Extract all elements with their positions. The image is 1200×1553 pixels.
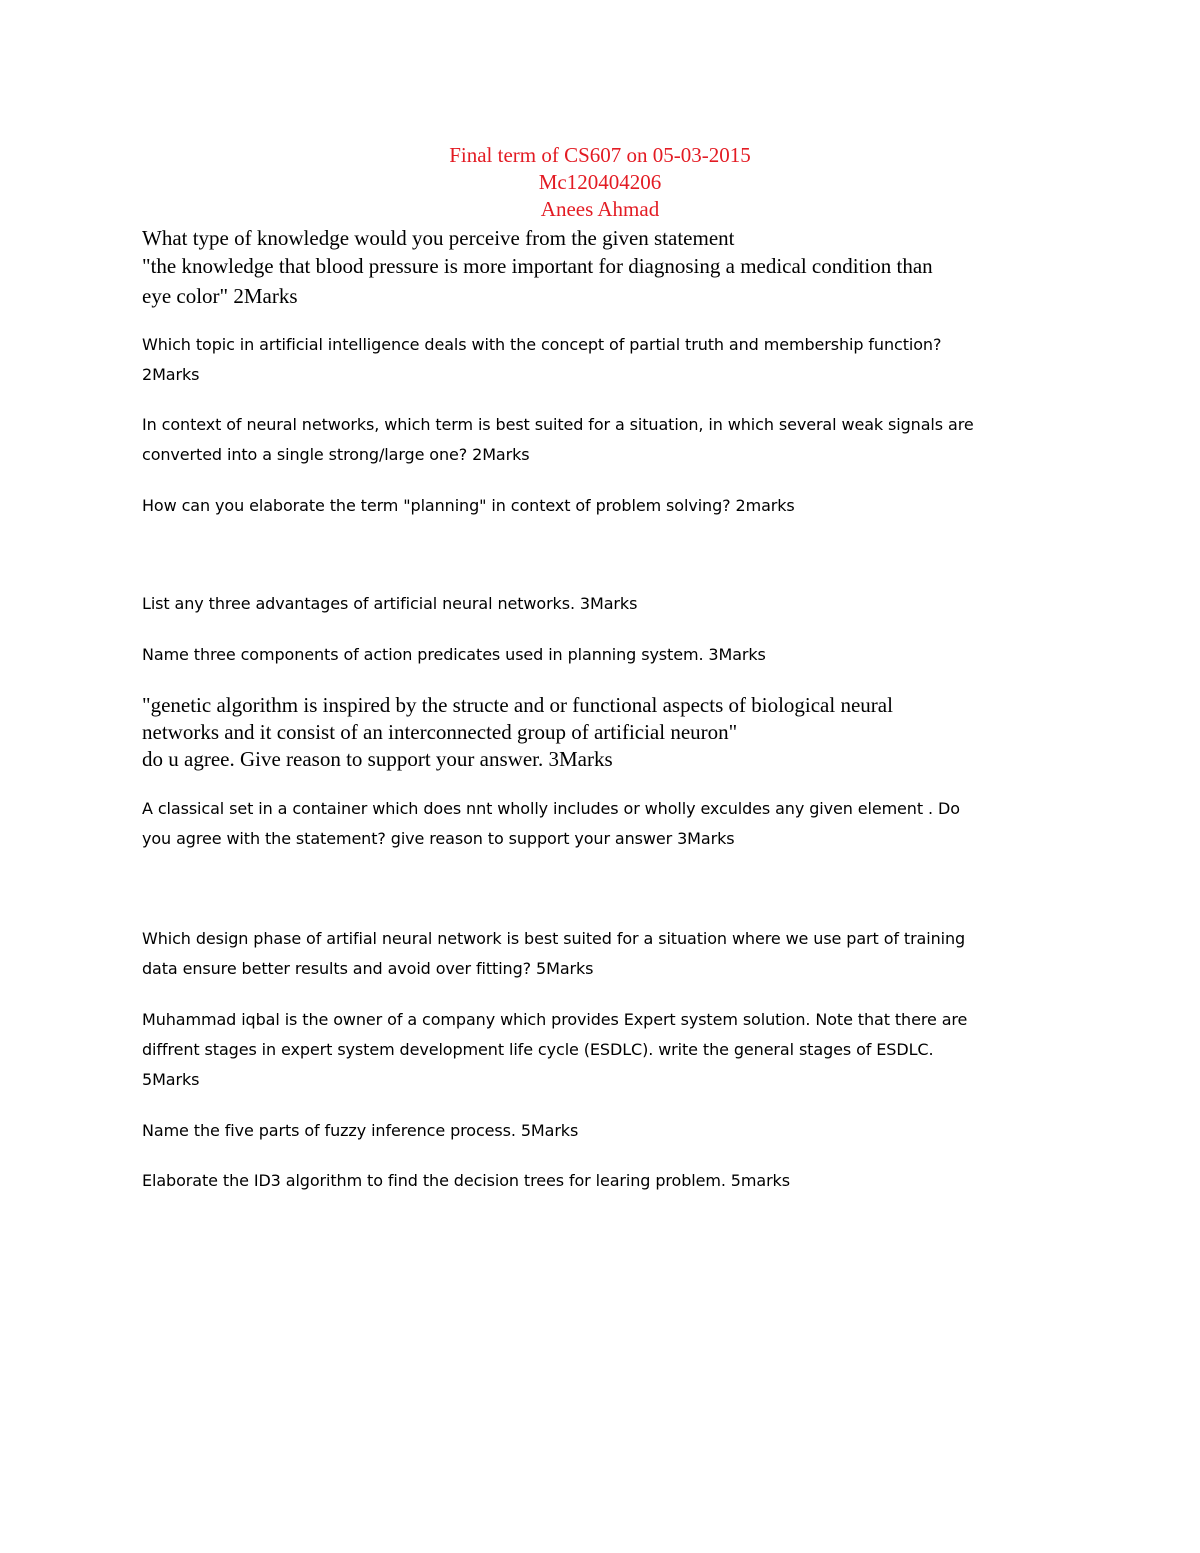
question-line: networks and it consist of an interconnected group of artificial neuron": [142, 720, 738, 744]
question-11: [142, 1116, 1072, 1146]
question-8: [142, 794, 1072, 854]
question-line: A classical set in a container which does nnt wholly includes or wholly exculdes any given element . Do: [142, 799, 960, 818]
question-12: [142, 1166, 1072, 1196]
exam-title: Final term of CS607 on 05-03-2015: [449, 143, 751, 167]
question-1: [142, 224, 1072, 310]
question-5: [142, 589, 1072, 619]
question-line: do u agree. Give reason to support your answer. 3Marks: [142, 747, 613, 771]
question-line: "the knowledge that blood pressure is more important for diagnosing a medical condition than: [142, 254, 933, 278]
question-line: Which design phase of artifial neural network is best suited for a situation where we use part of training: [142, 929, 966, 948]
question-line: 2Marks: [142, 365, 200, 384]
question-line: eye color" 2Marks: [142, 284, 298, 308]
question-line: data ensure better results and avoid over fitting? 5Marks: [142, 959, 594, 978]
question-2: [142, 330, 1072, 390]
question-line: Muhammad iqbal is the owner of a company which provides Expert system solution. Note that there are: [142, 1010, 968, 1029]
question-6: [142, 640, 1072, 670]
question-line: Elaborate the ID3 algorithm to find the decision trees for learing problem. 5marks: [142, 1171, 790, 1190]
question-line: Which topic in artificial intelligence deals with the concept of partial truth and membership function?: [142, 335, 942, 354]
question-line: List any three advantages of artificial neural networks. 3Marks: [142, 594, 638, 613]
question-line: How can you elaborate the term "planning" in context of problem solving? 2marks: [142, 496, 795, 515]
question-line: What type of knowledge would you perceive from the given statement: [142, 226, 735, 250]
question-3: [142, 410, 1072, 470]
student-id: Mc120404206: [538, 170, 662, 194]
question-10: [142, 1005, 1072, 1095]
question-line: 5Marks: [142, 1070, 200, 1089]
question-line: you agree with the statement? give reason to support your answer 3Marks: [142, 829, 735, 848]
question-9: [142, 924, 1072, 984]
question-line: Name the five parts of fuzzy inference process. 5Marks: [142, 1121, 579, 1140]
student-name: Anees Ahmad: [540, 197, 660, 221]
question-line: converted into a single strong/large one? 2Marks: [142, 445, 530, 464]
question-line: In context of neural networks, which term is best suited for a situation, in which several weak signals are: [142, 415, 974, 434]
question-line: Name three components of action predicates used in planning system. 3Marks: [142, 645, 766, 664]
question-7: [142, 692, 1072, 773]
question-line: "genetic algorithm is inspired by the structe and or functional aspects of biological neural: [142, 693, 893, 717]
question-4: [142, 491, 1072, 521]
question-line: diffrent stages in expert system development life cycle (ESDLC). write the general stages of ESDLC.: [142, 1040, 934, 1059]
